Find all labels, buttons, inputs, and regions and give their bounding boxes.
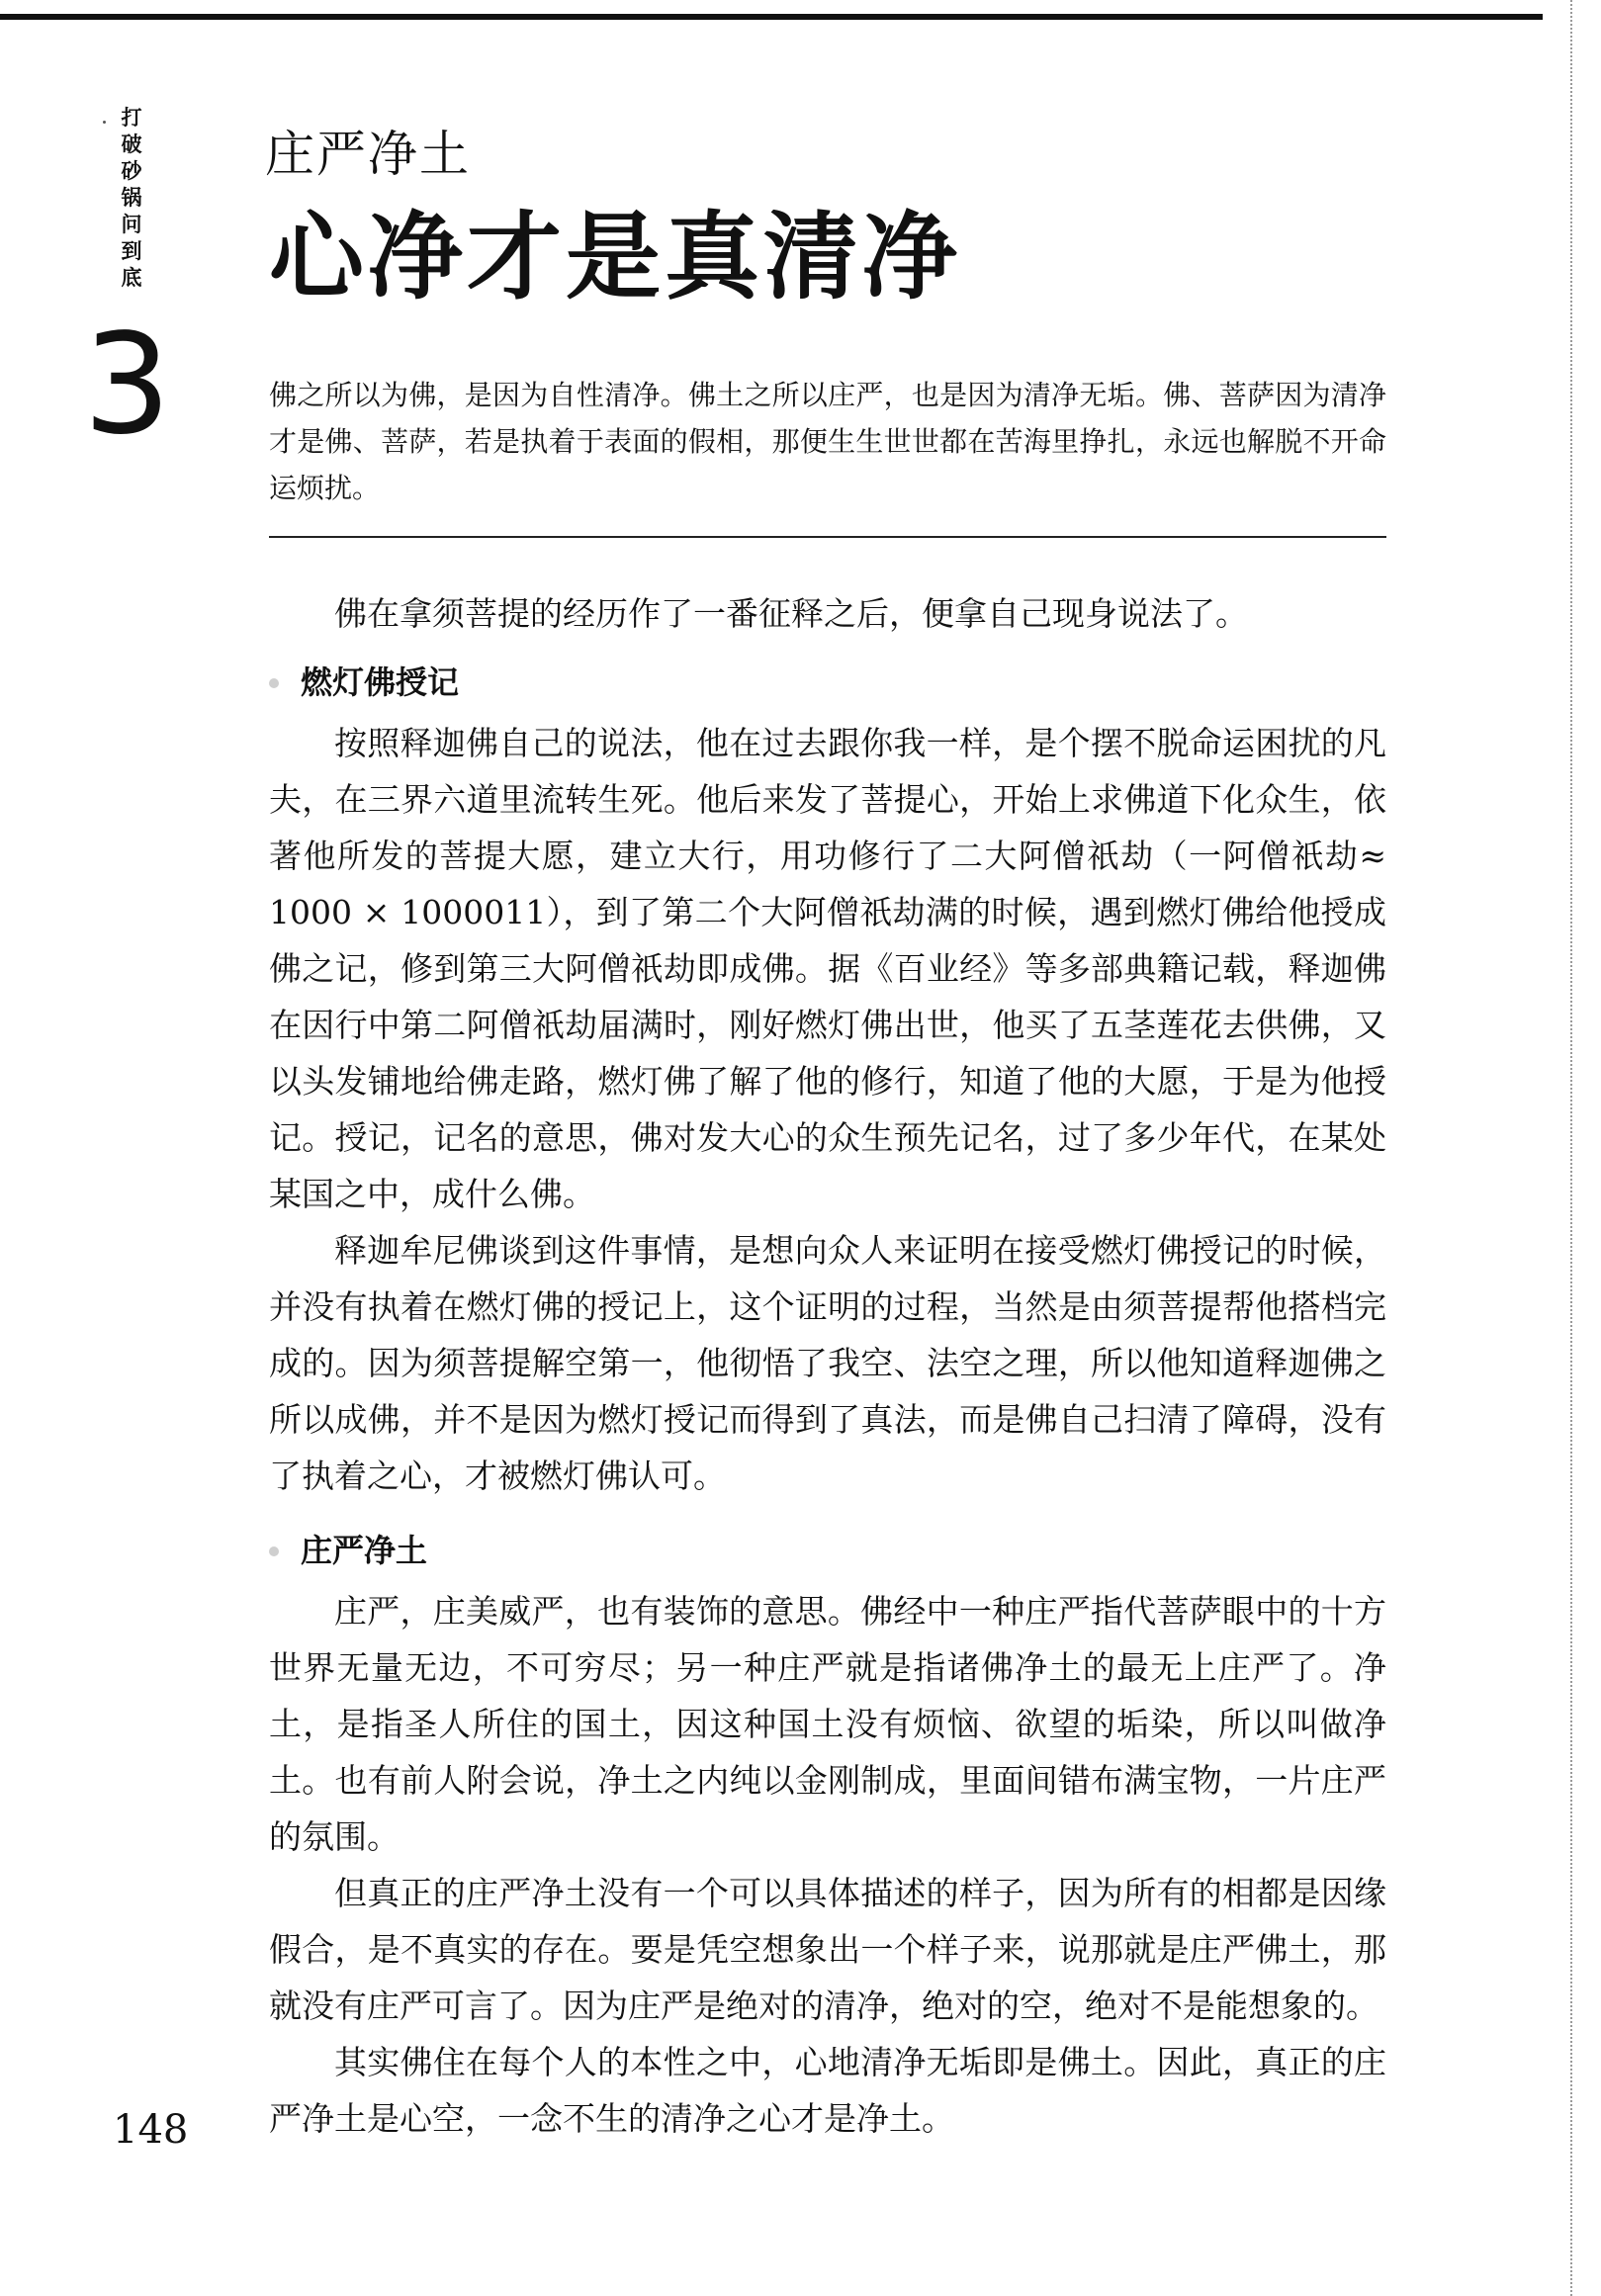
intro-paragraph: 佛之所以为佛，是因为自性清净。佛土之所以庄严，也是因为清净无垢。佛、菩萨因为清净才是佛、菩萨，若是执着于表面的假相，那便生生世世都在苦海里挣扎，永远也解脱不开命运烦扰。 bbox=[269, 379, 1386, 504]
paragraph: 释迦牟尼佛谈到这件事情，是想向众人来证明在接受燃灯佛授记的时候，并没有执着在燃灯佛的授记上，这个证明的过程，当然是由须菩提帮他搭档完成的。因为须菩提解空第一，他彻悟了我空、法空之理，所以他知道释迦佛之所以成佛，并不是因为燃灯授记而得到了真法，而是佛自己扫清了障碍，没有了执着之心，才被燃灯佛认可。 bbox=[269, 1231, 1386, 1495]
page-title: 心净才是真清净 bbox=[269, 202, 961, 312]
separator-rule bbox=[269, 536, 1386, 538]
paragraph: 按照释迦佛自己的说法，他在过去跟你我一样，是个摆不脱命运困扰的凡夫，在三界六道里流转生死。他后来发了菩提心，开始上求佛道下化众生，依著他所发的菩提大愿，建立大行，用功修行了二大阿僧祇劫（一阿僧祇劫≈ 1000 × 1000011），到了第二个大阿僧祇劫满的时候，遇到燃灯佛给他授成佛之记，修到第三大阿僧祇劫即成佛。据《百业经》等多部典籍记载，释迦佛在因行中第二阿僧祇劫届满时，刚好燃灯佛出世，他买了五茎莲花去供佛，又以头发铺地给佛走路，燃灯佛了解了他的修行，知道了他的大愿，于是为他授记。授记，记名的意思，佛对发大心的众生预先记名，过了多少年代，在某处某国之中，成什么佛。 bbox=[269, 724, 1386, 1213]
bullet-icon bbox=[269, 678, 279, 688]
subheading-label: 庄严净土 bbox=[301, 1532, 428, 1569]
chapter-number: 3 bbox=[83, 305, 172, 466]
paragraph: 其实佛住在每个人的本性之中，心地清净无垢即是佛土。因此，真正的庄严净土是心空，一念不生的清净之心才是净土。 bbox=[269, 2043, 1386, 2138]
paragraph: 庄严，庄美威严，也有装饰的意思。佛经中一种庄严指代菩萨眼中的十方世界无量无边，不可穷尽；另一种庄严就是指诸佛净土的最无上庄严了。净土，是指圣人所住的国土，因这种国土没有烦恼、欲望的垢染，所以叫做净土。也有前人附会说，净土之内纯以金刚制成，里面间错布满宝物，一片庄严的氛围。 bbox=[269, 1592, 1386, 1856]
subheading-zhuangyan bbox=[269, 1524, 1386, 1577]
subheading-randeng bbox=[269, 656, 1386, 709]
series-title-vertical: 打破砂锅问到底 bbox=[121, 106, 142, 290]
bullet-icon bbox=[269, 1546, 279, 1556]
margin-dot bbox=[103, 121, 106, 124]
opening-paragraph: 佛在拿须菩提的经历作了一番征释之后，便拿自己现身说法了。 bbox=[334, 594, 1248, 633]
body-text bbox=[269, 585, 1386, 2147]
page-number: 148 bbox=[113, 2107, 189, 2153]
paragraph: 但真正的庄严净土没有一个可以具体描述的样子，因为所有的相都是因缘假合，是不真实的存在。要是凭空想象出一个样子来，说那就是庄严佛土，那就没有庄严可言了。因为庄严是绝对的清净，绝对的空，绝对不是能想象的。 bbox=[269, 1874, 1386, 2025]
top-rule bbox=[0, 14, 1543, 20]
section-label: 庄严净土 bbox=[265, 126, 471, 183]
scan-edge-dotted-line bbox=[1570, 0, 1572, 2296]
subheading-label: 燃灯佛授记 bbox=[301, 663, 460, 701]
spacer bbox=[269, 1504, 1386, 1518]
